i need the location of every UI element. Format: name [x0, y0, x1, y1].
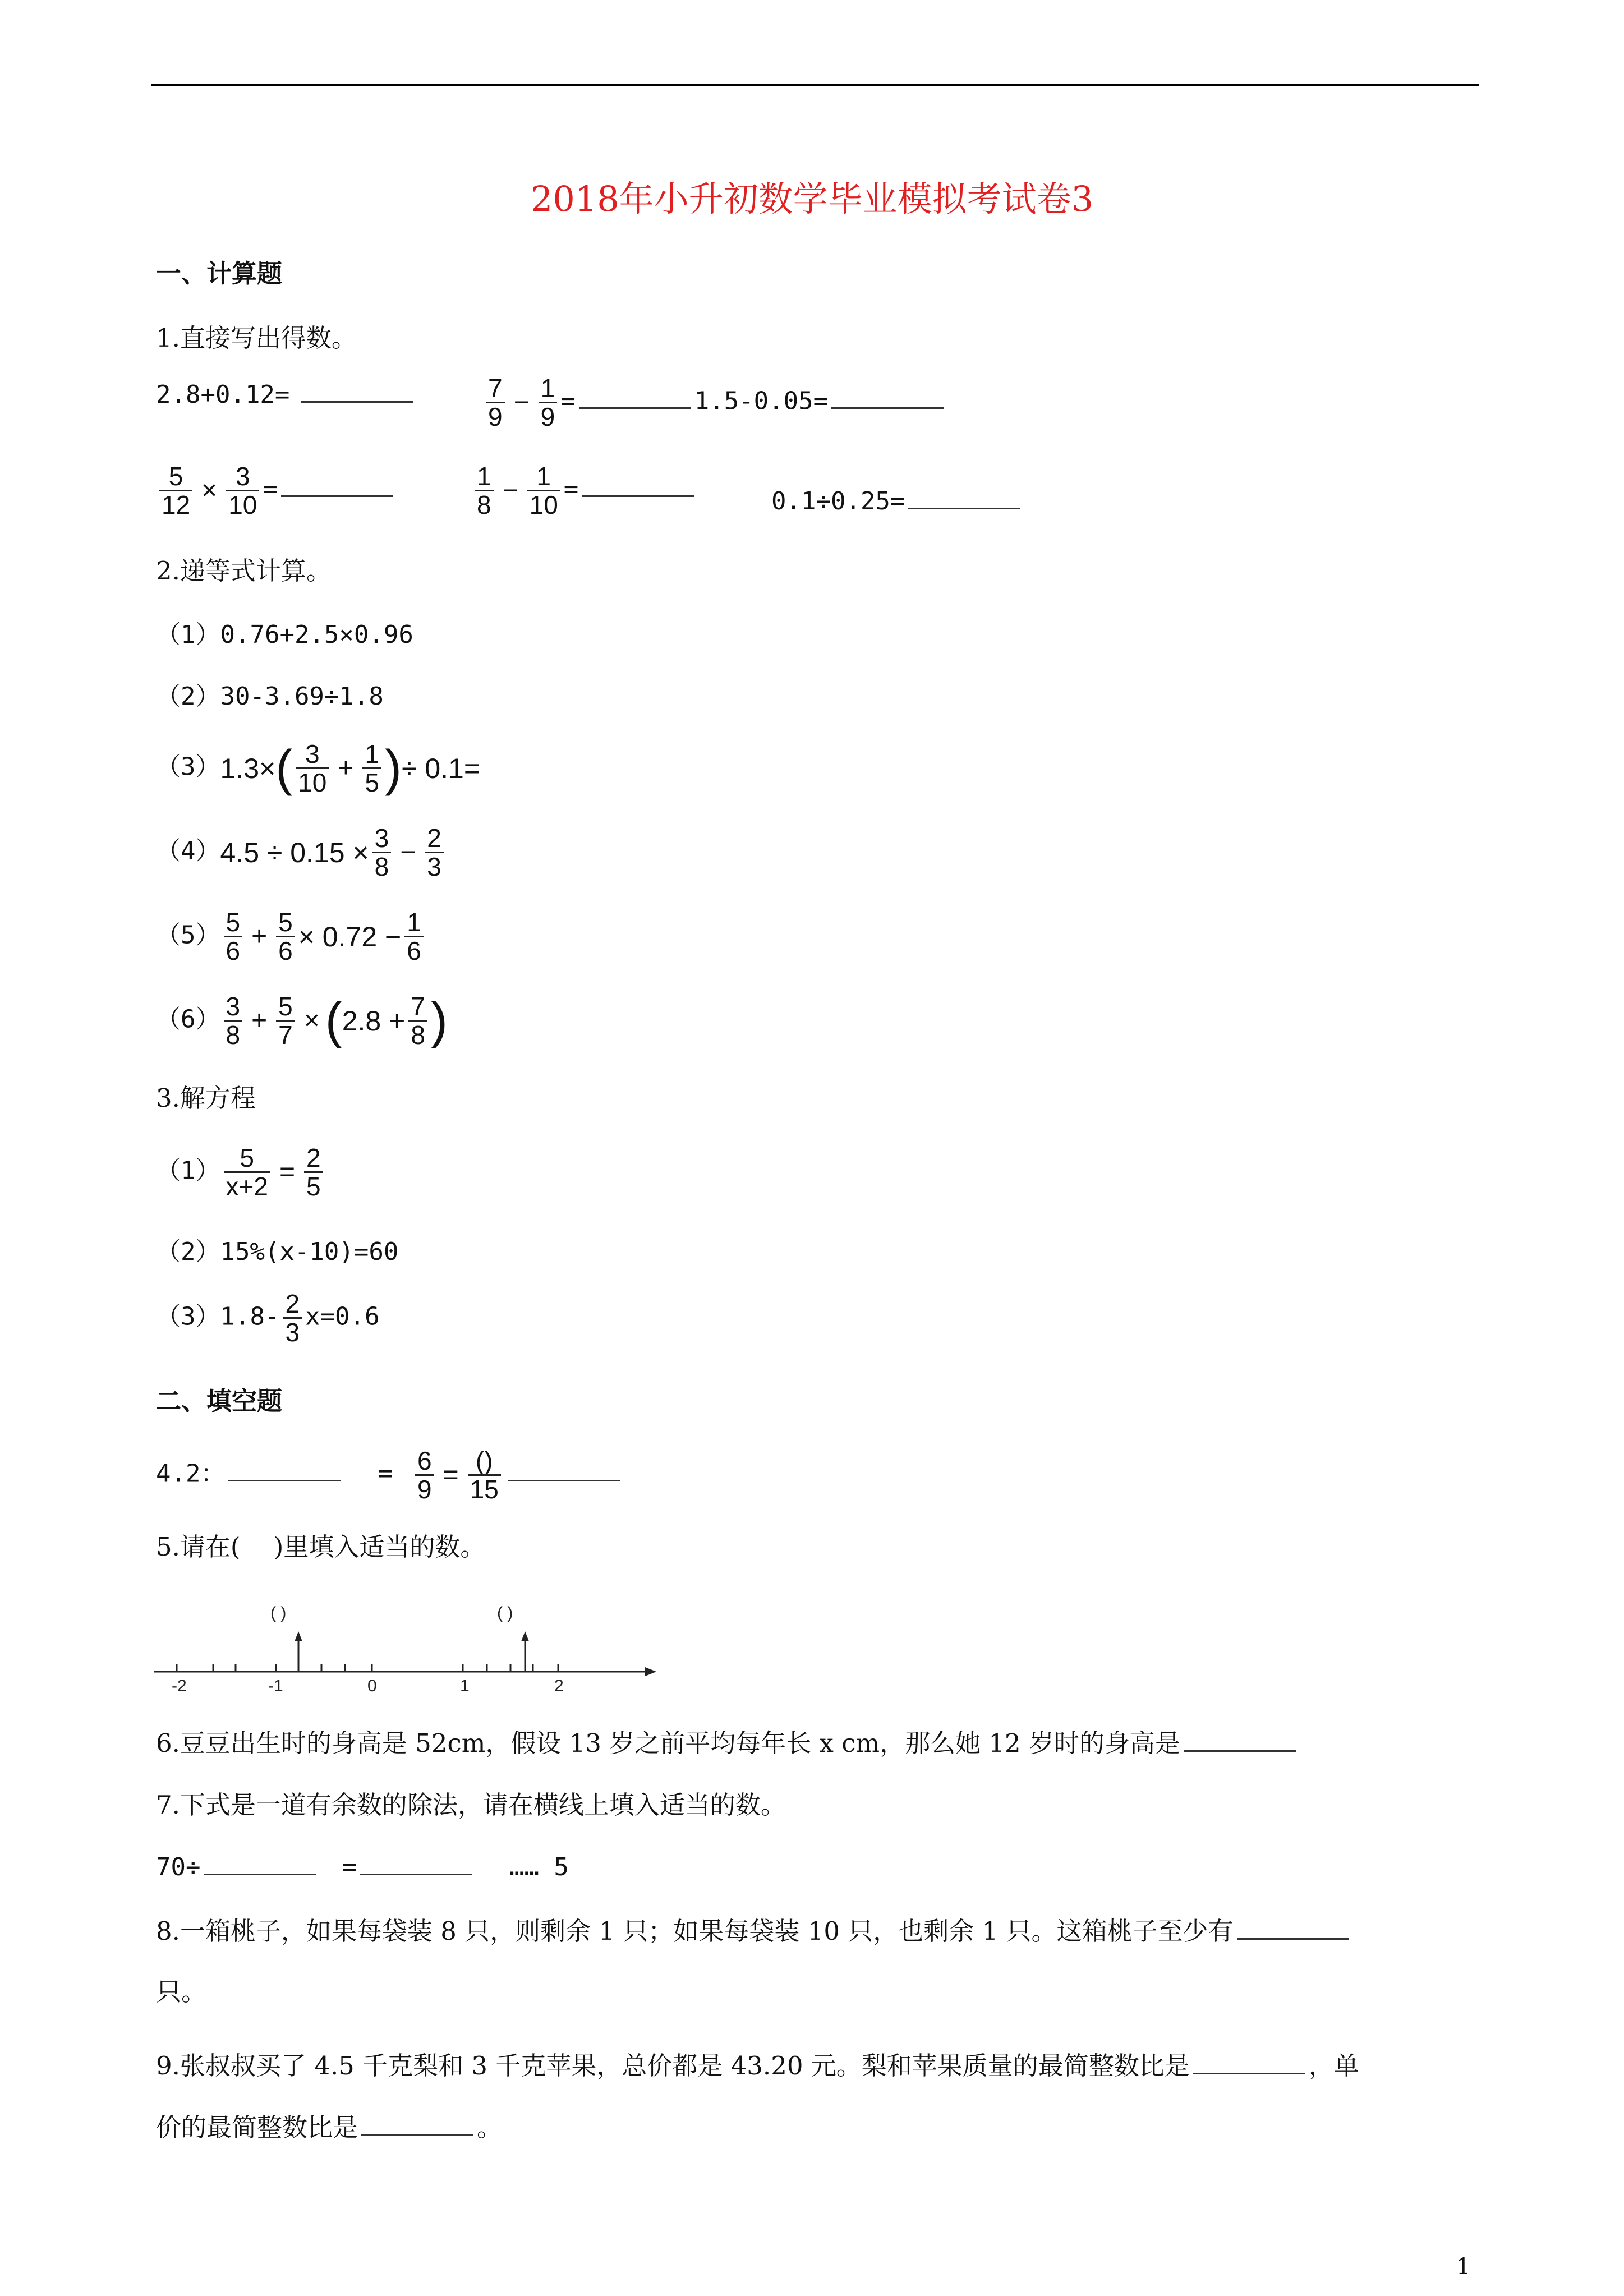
q7-row: 70÷ = …… 5 [156, 1853, 569, 1881]
q2-part1: （1）0.76+2.5×0.96 [156, 620, 413, 649]
q7-label: 7.下式是一道有余数的除法，请在横线上填入适当的数。 [156, 1790, 786, 1820]
q7-blank2[interactable] [360, 1874, 472, 1875]
q6-row: 6.豆豆出生时的身高是 52cm，假设 13 岁之前平均每年长 x cm，那么她 12 岁时的身高是 [156, 1731, 1299, 1756]
q3-part2: （2）15%(x-10)=60 [156, 1237, 399, 1266]
q1b-expression: $\frac{7}{9}$ − $\frac{1}{9}$ = 1.5-0.05= [482, 375, 947, 431]
fraction: $\frac{1}{8}$ [475, 463, 494, 519]
q1-row1 [156, 381, 417, 407]
q3-part1: （1） $\frac{5}{x+2}$ = $\frac{2}{5}$ [156, 1144, 326, 1200]
q9-blank2[interactable] [361, 2134, 473, 2136]
q1f-expression [771, 488, 1024, 514]
fraction: $\frac{3}{10}$ [226, 463, 259, 519]
equals-sign: = [263, 475, 278, 504]
answer-paren[interactable]: ( ) [497, 1604, 513, 1622]
q2-label: 2.递等式计算。 [156, 556, 332, 586]
q1-label: 1.直接写出得数。 [156, 323, 357, 353]
tick-label: -1 [268, 1677, 283, 1695]
page-number: 1 [1456, 2254, 1471, 2280]
tick-label: 0 [367, 1677, 377, 1695]
q8-blank[interactable] [1237, 1938, 1349, 1940]
tick-label: 2 [554, 1677, 564, 1695]
fraction: $\frac{1}{6}$ [404, 909, 424, 965]
fraction: $\frac{5}{x+2}$ [224, 1144, 270, 1200]
q4-blank1[interactable] [228, 1480, 341, 1481]
fraction: $\frac{7}{8}$ [408, 993, 427, 1049]
q8-line2: 只。 [156, 1977, 207, 2007]
fraction: $\frac{3}{10}$ [296, 740, 329, 797]
fraction: $\frac{7}{9}$ [486, 375, 505, 431]
q1c-text: 1.5-0.05= [694, 386, 829, 416]
page-title: 2018年小升初数学毕业模拟考试卷3 [530, 178, 1094, 219]
q8-line1: 8.一箱桃子，如果每袋装 8 只，则剩余 1 只；如果每袋装 10 只，也剩余 1 只。这箱桃子至少有 [156, 1918, 1352, 1944]
q3-label: 3.解方程 [156, 1083, 256, 1113]
q1a-text: 2.8+0.12= [156, 380, 290, 409]
fraction: $\frac{2}{5}$ [304, 1144, 323, 1200]
q1a-blank[interactable] [301, 401, 413, 403]
q3-part3: （3）1.8- $\frac{2}{3}$ x=0.6 [156, 1289, 380, 1347]
q9-line1: 9.张叔叔买了 4.5 千克梨和 3 千克苹果，总价都是 43.20 元。梨和苹果质量的最简整数比是 ，单 [156, 2051, 1359, 2081]
fraction: $\frac{3}{8}$ [224, 993, 243, 1049]
fraction: $\frac{()}{15}$ [468, 1447, 501, 1503]
fraction: $\frac{1}{10}$ [527, 463, 560, 519]
fraction: $\frac{2}{3}$ [425, 825, 444, 881]
header-rule [151, 84, 1479, 86]
equals-sign: = [563, 475, 579, 504]
q4-blank2[interactable] [508, 1480, 620, 1481]
fraction: $\frac{5}{6}$ [276, 909, 295, 965]
q1d-blank[interactable] [281, 495, 393, 497]
section-heading-calc: 一、计算题 [156, 259, 283, 288]
q6-blank[interactable] [1184, 1750, 1296, 1752]
q1b-blank[interactable] [579, 407, 691, 409]
q9-line2: 价的最简整数比是 。 [156, 2113, 503, 2142]
fraction: $\frac{5}{7}$ [276, 993, 295, 1049]
fraction: $\frac{5}{12}$ [159, 463, 192, 519]
fraction: $\frac{1}{5}$ [362, 740, 381, 797]
q1e-expression: $\frac{1}{8}$ − $\frac{1}{10}$ = [471, 463, 697, 519]
number-line [151, 1593, 656, 1708]
fraction: $\frac{5}{6}$ [224, 909, 243, 965]
q2-part4: （4）4.5 ÷ 0.15 × $\frac{3}{8}$ − $\frac{2}{3}$ [156, 825, 447, 881]
section-heading-fill: 二、填空题 [156, 1386, 283, 1416]
q1c-blank[interactable] [831, 407, 944, 409]
q1e-blank[interactable] [582, 495, 694, 497]
q5-label: 5.请在( )里填入适当的数。 [156, 1532, 486, 1562]
q1f-text: 0.1÷0.25= [771, 487, 905, 516]
tick-label: 1 [460, 1677, 470, 1695]
q9-blank1[interactable] [1193, 2073, 1305, 2074]
q1f-blank[interactable] [908, 508, 1020, 509]
q2-part6: （6） $\frac{3}{8}$ + $\frac{5}{7}$ × (2.8 + $\frac{7}{8}$ ) [156, 992, 448, 1050]
fraction: $\frac{2}{3}$ [283, 1290, 302, 1346]
q2-part5: （5） $\frac{5}{6}$ + $\frac{5}{6}$ × 0.72 − $\frac{1}{6}$ [156, 909, 427, 965]
fraction: $\frac{6}{9}$ [415, 1447, 434, 1503]
q4-row: 4.2： = $\frac{6}{9}$ = $\frac{()}{15}$ [156, 1447, 623, 1503]
fraction: $\frac{3}{8}$ [372, 825, 392, 881]
tick-label: -2 [172, 1677, 187, 1695]
equals-sign: = [560, 386, 576, 416]
fraction: $\frac{1}{9}$ [539, 375, 558, 431]
q1d-expression: $\frac{5}{12}$ × $\frac{3}{10}$ = [156, 463, 397, 519]
q2-part3: （3）1.3×( $\frac{3}{10}$ + $\frac{1}{5}$ )÷ 0.1= [156, 739, 481, 798]
answer-paren[interactable]: ( ) [270, 1604, 287, 1622]
q2-part2: （2）30-3.69÷1.8 [156, 682, 384, 711]
number-line-svg [151, 1593, 656, 1705]
q7-blank1[interactable] [204, 1874, 316, 1875]
